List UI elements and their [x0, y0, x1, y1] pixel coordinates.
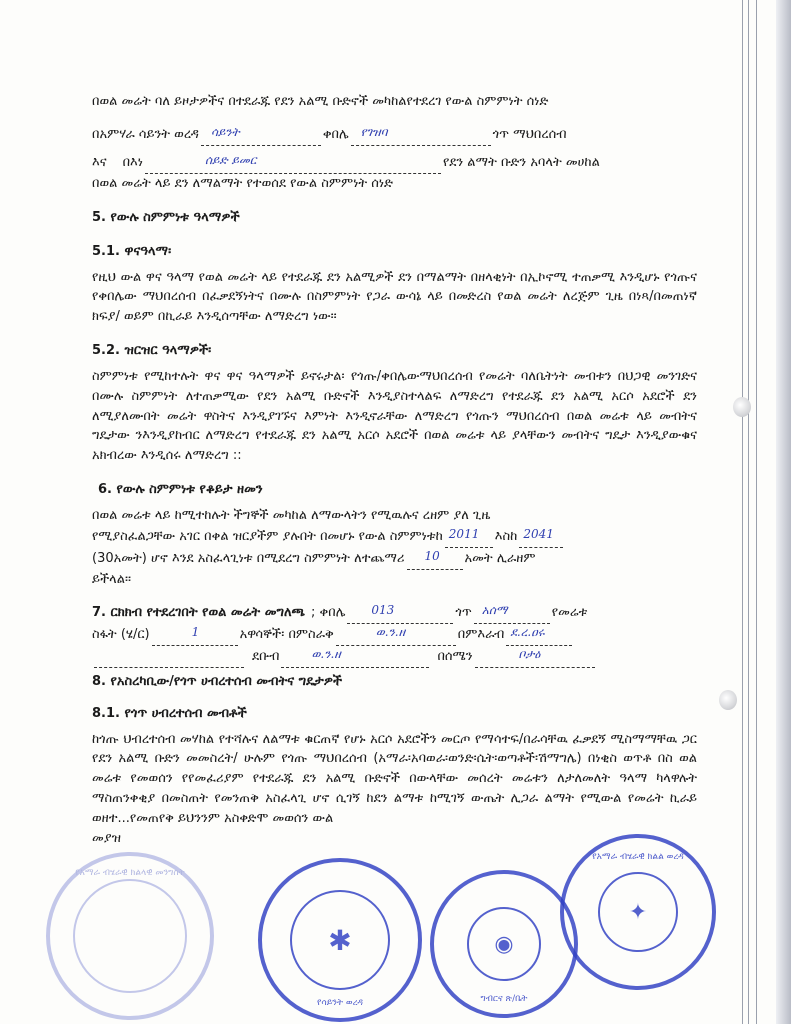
intro-line-3: በወል መሬት ላይ ደን ለማልማት የተወሰደ የውል ስምምነት ሰነድ [92, 175, 394, 191]
section-5-2-heading: 5.2. ዝርዝር ዓላማዎች፡ [92, 342, 212, 358]
section-7-heading: 7. ርክክብ የተደረገበት የወል መሬት መግለጫ [92, 604, 306, 620]
section-5-1-heading: 5.1. ዋናዓላማ፡ [92, 243, 172, 259]
stamp-inner-ring [290, 890, 390, 990]
north-value: ቦታዕ [518, 646, 541, 661]
section-8-1-last: መያዝ [92, 830, 121, 846]
between-label: በእነ [122, 154, 143, 170]
kebele-value: የገዝባ [360, 124, 388, 139]
sec7-kebele-value: 013 [371, 602, 395, 617]
area-label: ስፋት (ሄ/ር) [92, 626, 150, 642]
intro-line-2 [92, 152, 697, 174]
section-6-line-2 [92, 526, 697, 548]
region-stamp-text: የአማራ ብሄራዊ ክልል ወረዳ [592, 852, 684, 862]
extra-years-value: 10 [424, 548, 440, 563]
emblem-icon: ◉ [494, 931, 514, 957]
sec7-kebele-label: ; ቀበሌ [311, 604, 346, 620]
woreda-stamp-text: የሳይንት ወረዳ [317, 998, 363, 1008]
from-year-field [445, 526, 493, 548]
star-emblem-icon: ✱ [328, 923, 352, 957]
page-edge-line [756, 0, 757, 1024]
intro-prefix: በአምሃራ ሳይንት ወረዳ [92, 126, 199, 142]
member-value: ሰይድ ይመር [204, 152, 257, 167]
section-5-1-body: የዚህ ውል ዋና ዓላማ የወል መሬት ላይ የተደራጁ ደን አልሚዎች ደን በማልማት በዘላቂነት በኢኮኖሚ ተጠቃሚ እንዲሆኑ የጎጡና የቀበሌው ማህበረሰብ በፈቃደኝነትና በሙሉ በስምምነት የጋራ ውሳኔ ላይ በመድረስ የወል መሬት ለረጅም ጊዜ በነጻ/በመጠነኛ ክፍያ/ ወይም በኪራይ እንዲሰጣቸው ለማድረግ ነው፡፡ [92, 269, 697, 325]
section-6-line-3-text: (30አመት) ሆኖ እንደ አስፈላጊነቱ በሚደረግ ስምምነት ለተጨማሪ [92, 550, 405, 566]
page-edge-line [748, 0, 749, 1024]
section-6-heading: 6. የውሉ ስምምነቱ የቆይታ ዘመን [98, 481, 263, 497]
page-edge-line [742, 0, 743, 1024]
document-body [92, 92, 697, 848]
stamp-inner-ring [467, 907, 541, 981]
section-8-1-body: ከጎጡ ህብረተሰብ መሃከል የተሻሉና ለልማቱ ቁርጠኛ የሆኑ አርሶ አደሮችን መርጦ የማሳተፍ/በራሳቸዉ ፈቃደኝ ሚስማማቸዉ ጋር የደን አልሚ ቡድን መመስረት/ ሁሉም የጎጡ ማህበረሰብ (አማራ፡አባወራ፡ወንድ፡ሴት፡ወጣቶች፡ሽማግሌ) በነቂስ ወጥቶ በስ ወል መሬቱ የመወሰን የየመፈሪያም የተደራጁ ደን አልሚ ቡድኖች በውላቸው መሰረት መሬቱን ለታለመለት ዓላማ ካላዋሉት ማስጠንቀቂያ በመስጠት የመንጠቅ አስፈላጊ ሆኖ ሲገኝ ከደን ልማቱ ከሚገኝ ውጤት ሊጋራ ልማት የሚውል የመሬት ኪራይ ወዘተ...የመጠየቅ ይህንንም አስቀድሞ መወሰን ውል [92, 731, 697, 826]
region-stamp [560, 834, 716, 990]
sec7-got-value: አሰማ [481, 602, 508, 617]
section-6-line-1: በወል መሬቱ ላይ ከሚተከሉት ችግኞች መካከል ለማውላትን የሚዉሉና ረዘም ያለ ጊዜ [92, 507, 491, 523]
woreda-value: ሳይንት [210, 124, 240, 139]
section-8-1-heading: 8.1. የጎጥ ሀብረተሰብ መብቶች [92, 705, 247, 721]
to-year-value: 2041 [523, 526, 554, 541]
area-value: 1 [191, 624, 200, 639]
north-field [475, 646, 595, 668]
emblem-icon: ✦ [628, 899, 648, 925]
south-label: ደቡብ [252, 648, 280, 664]
faded-stamp-text: የአማራ ብሄራዊ ክልላዊ መንግስት [75, 868, 185, 878]
area-field [152, 624, 238, 646]
stamp-inner-ring [598, 872, 678, 952]
from-year-value: 2011 [448, 526, 480, 541]
punch-hole [733, 397, 751, 417]
west-label: በምእራብ [457, 626, 505, 642]
sec7-got-label: ጎጥ [455, 604, 472, 620]
section-5-2-body: ስምምነቱ የሚከተሉት ዋና ዋና ዓላማዎች ይኖሩታል፡ የጎጡ/ቀበሌውማህበረሰብ የመሬት ባለቤትነት መብቱን በህጋዊ መንገድና በሙሉ ስምምነት ለተጠቃሚው የደን አልሚ ቡድኖች እንዲያስተላልፍ ለማድረግ የተደራጁ ደን አልሚ አርሶ አደሮች ደን ለሚያለሙበት መሬት ዋስትና እንዲያገኙና እምነት እንዲኖራቸው ለማድረግ የጎጡን ማህበረሰብ በወል መሬቱ ላይ መብትና ግዴታው ንእንዲያከብር ለማድረግ የተደራጁ ደን አልሚ አርሶ አደሮች በወል መሬቱ ላይ ያላቸውን መብትና ግዴታ እንዲያውቁና አክብረው እንዲሰሩ ለማድረግ :: [92, 368, 697, 464]
section-6-line-2-text: የሚያስፈልጋቸው አገር በቀል ዝርያችም ያሉበት በመሆኑ የውል ስምምነቱከ [92, 528, 443, 544]
stamp-inner-ring [73, 879, 187, 993]
section-7-row-3 [92, 646, 697, 668]
intro-line-1 [92, 124, 697, 146]
punch-hole [719, 690, 737, 710]
section-5-heading: 5. የውሉ ስምምነቱ ዓላማዎች [92, 209, 240, 225]
section-6-line-3 [92, 548, 697, 570]
woreda-field [201, 124, 321, 146]
section-7-row-2 [92, 624, 697, 646]
section-6-line-4: ይችላል፡፡ [92, 571, 132, 587]
faded-stamp [46, 852, 214, 1020]
section-6-line-3-suffix: አመት ሊራዘም [464, 550, 536, 566]
south-value: ወ.ን.ዘ [311, 646, 341, 661]
and-label: እና [92, 154, 107, 170]
kebele-field [351, 124, 491, 146]
east-value: ወ.ን.ዘ [375, 624, 406, 639]
sec7-land-label: የመሬቱ [551, 604, 588, 620]
south-field [281, 646, 429, 668]
office-stamp-text: ግብርና ጽ/ቤት [480, 994, 528, 1004]
section-8-heading: 8. የአስረካቢው/የጎጥ ሀብረተሰብ መብትና ግዴታዎች [92, 673, 343, 689]
group-label: የደን ልማት ቡድን አባላት መሀከል [442, 154, 600, 170]
blank-field [94, 651, 244, 668]
document-title: በወል መሬት ባለ ይዞታዎችና በተደራጁ የደን አልሚ ቡድኖች መካከልየተደረገ የውል ስምምነት ሰነድ [92, 94, 549, 109]
extra-years-field [407, 548, 463, 570]
north-label: በሰሜን [437, 648, 473, 664]
community-label: ጎጥ ማህበረሰብ [492, 126, 567, 142]
to-year-field [519, 526, 563, 548]
member-field [145, 152, 441, 174]
east-field [336, 624, 456, 646]
kebele-label: ቀበሌ [322, 126, 349, 142]
woreda-stamp [258, 858, 422, 1022]
page-shadow [776, 0, 791, 1024]
west-value: ደ.ረ.ዐሩ [510, 624, 545, 639]
neighbors-label: አዋሳኞች፡ በምስራቅ [239, 626, 334, 642]
office-stamp [430, 870, 578, 1018]
until-label: እስከ [494, 528, 518, 544]
